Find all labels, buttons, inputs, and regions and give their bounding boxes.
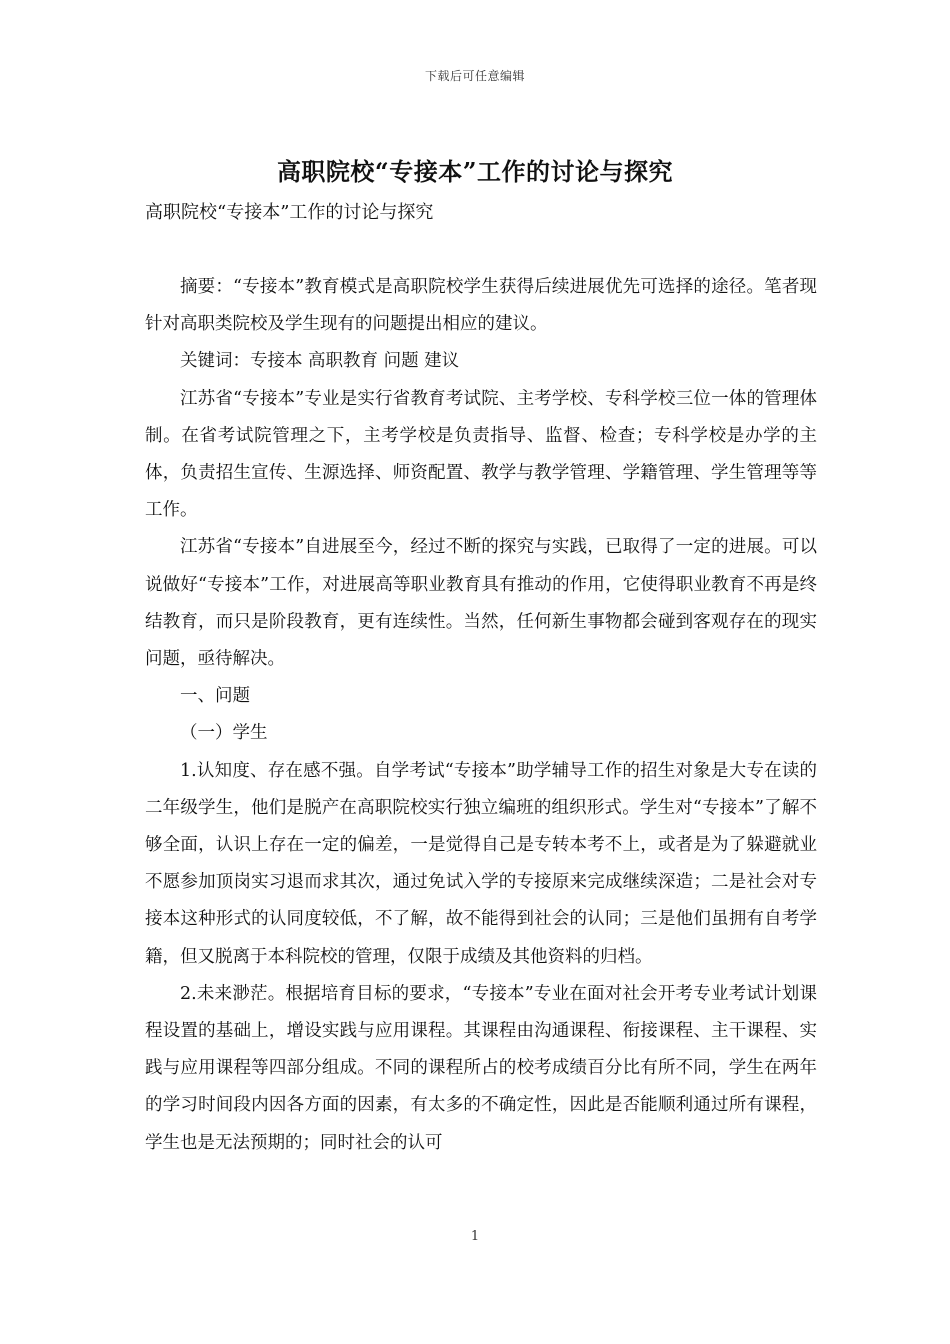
paragraph-intro-2: 江苏省“专接本”自进展至今，经过不断的探究与实践，已取得了一定的进展。可以说做好“专接本”工作，对进展高等职业教育具有推动的作用，它使得职业教育不再是终结教育，而只是阶段教育，更有连续性。当然，任何新生事物都会碰到客观存在的现实问题，亟待解决。 bbox=[145, 537, 817, 670]
paragraph-abstract: 摘要：“专接本”教育模式是高职院校学生获得后续进展优先可选择的途径。笔者现针对高职类院校及学生现有的问题提出相应的建议。 bbox=[145, 277, 817, 335]
page-header: 下载后可任意编辑 bbox=[424, 69, 525, 83]
paragraph-keywords: 关键词：专接本 高职教育 问题 建议 bbox=[180, 351, 460, 372]
document-body bbox=[145, 269, 817, 1162]
paragraph-intro-1: 江苏省“专接本”专业是实行省教育考试院、主考学校、专科学校三位一体的管理体制。在省考试院管理之下，主考学校是负责指导、监督、检查；专科学校是办学的主体，负责招生宣传、生源选择、师资配置、教学与教学管理、学籍管理、学生管理等等工作。 bbox=[145, 388, 817, 521]
document-title: 高职院校“专接本”工作的讨论与探究 bbox=[276, 157, 674, 186]
paragraph-point-1: 1.认知度、存在感不强。自学考试“专接本”助学辅导工作的招生对象是大专在读的二年级学生，他们是脱产在高职院校实行独立编班的组织形式。学生对“专接本”了解不够全面，认识上存在一定的偏差，一是觉得自己是专转本考不上，或者是为了躲避就业不愿参加顶岗实习退而求其次，通过免试入学的专接原来完成继续深造；二是社会对专接本这种形式的认同度较低，不了解，故不能得到社会的认同；三是他们虽拥有自考学籍，但又脱离于本科院校的管理，仅限于成绩及其他资料的归档。 bbox=[145, 760, 817, 967]
page-number: 1 bbox=[470, 1229, 480, 1244]
subsection-heading-students: （一）学生 bbox=[180, 723, 268, 744]
document-subtitle: 高职院校“专接本”工作的讨论与探究 bbox=[145, 202, 434, 223]
paragraph-point-2: 2.未来渺茫。根据培育目标的要求，“专接本”专业在面对社会开考专业考试计划课程设置的基础上，增设实践与应用课程。其课程由沟通课程、衔接课程、主干课程、实践与应用课程等四部分组成。不同的课程所占的校考成绩百分比有所不同，学生在两年的学习时间段内因各方面的因素，有太多的不确定性，因此是否能顺利通过所有课程，学生也是无法预期的；同时社会的认可 bbox=[145, 983, 817, 1153]
section-heading-problems: 一、问题 bbox=[180, 686, 250, 707]
